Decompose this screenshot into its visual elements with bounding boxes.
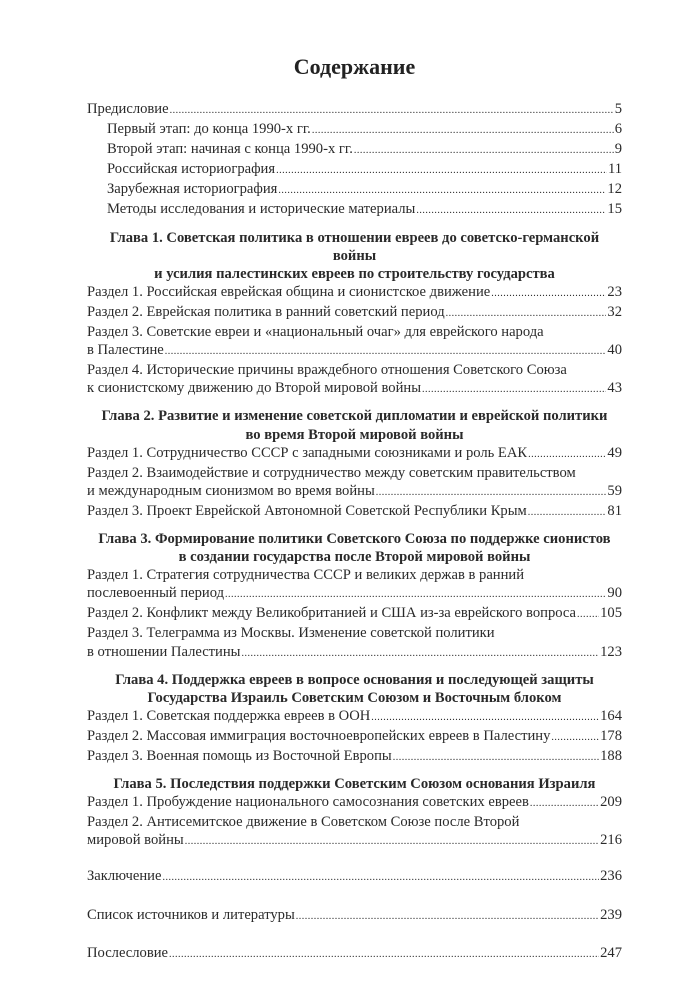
chapter-heading xyxy=(87,530,622,566)
entry-title: Раздел 1. Сотрудничество СССР с западными союзниками и роль ЕАК xyxy=(87,444,528,461)
section-title-line: Раздел 3. Телеграмма из Москвы. Изменение советской политики xyxy=(87,625,495,642)
chapter-heading-line: во время Второй мировой войны xyxy=(245,426,464,443)
toc-subentry xyxy=(87,200,622,220)
entry-title: к сионистскому движению до Второй мировой войны xyxy=(87,380,422,397)
toc-section-entry xyxy=(87,379,622,399)
toc-subentry xyxy=(87,160,622,180)
dot-leader xyxy=(225,584,606,604)
dot-leader xyxy=(551,727,599,747)
chapter-heading xyxy=(87,229,622,283)
toc-subentry xyxy=(87,140,622,160)
chapter-heading-line: и усилия палестинских евреев по строительству государства xyxy=(154,265,555,282)
table-of-contents xyxy=(87,52,622,964)
dot-leader xyxy=(276,160,607,180)
entry-title: Раздел 1. Российская еврейская община и сионистское движение xyxy=(87,283,491,300)
dot-leader xyxy=(169,944,599,964)
page-number: 59 xyxy=(607,482,622,499)
page-number: 81 xyxy=(607,502,622,519)
chapter-heading-line: Глава 3. Формирование политики Советского Союза по поддержке сионистов xyxy=(98,530,611,547)
page-number: 5 xyxy=(614,101,622,117)
dot-leader xyxy=(528,444,606,464)
dot-leader xyxy=(530,793,599,813)
page-number: 188 xyxy=(600,748,622,764)
section-title-line: Раздел 1. Стратегия сотрудничества СССР и великих держав в ранний xyxy=(87,567,525,584)
toc-subentry xyxy=(87,120,622,140)
dot-leader xyxy=(528,502,607,522)
chapter-heading-line: Глава 5. Последствия поддержки Советским Союзом основания Израиля xyxy=(113,776,596,793)
page-number: 9 xyxy=(614,141,622,158)
page-number: 247 xyxy=(600,944,622,961)
page-number: 164 xyxy=(600,707,622,724)
toc-body xyxy=(87,100,622,964)
entry-title: Список источников и литературы xyxy=(87,906,295,923)
page-number: 239 xyxy=(600,906,622,923)
back-matter-item xyxy=(87,944,622,964)
entry-title: Раздел 2. Конфликт между Великобританией и США из-за еврейского вопроса xyxy=(87,605,577,622)
toc-section-entry xyxy=(87,707,622,727)
dot-leader xyxy=(354,140,614,160)
entry-title: послевоенный период xyxy=(87,585,225,602)
entry-title: в Палестине xyxy=(87,342,164,359)
toc-section-entry xyxy=(87,341,622,361)
entry-title: мировой войны xyxy=(87,832,184,849)
page-number: 49 xyxy=(607,444,622,461)
dot-leader xyxy=(162,867,599,887)
page-number: 105 xyxy=(600,605,622,622)
back-matter-item xyxy=(87,867,622,887)
page-title: Содержание xyxy=(293,54,416,79)
entry-title: Послесловие xyxy=(87,944,169,961)
back-matter-item xyxy=(87,906,622,926)
entry-title: Предисловие xyxy=(87,101,169,117)
section-title-line: Раздел 3. Советские евреи и «национальный очаг» для еврейского народа xyxy=(87,324,544,341)
toc-entry-back xyxy=(87,867,622,887)
toc-section-entry xyxy=(87,643,622,663)
entry-title: Раздел 3. Военная помощь из Восточной Европы xyxy=(87,748,392,764)
dot-leader xyxy=(376,482,607,502)
section-title-line: Раздел 2. Антисемитское движение в Советском Союзе после Второй xyxy=(87,814,520,831)
chapter-heading xyxy=(87,775,622,793)
dot-leader xyxy=(312,120,614,140)
page-number: 6 xyxy=(614,121,622,138)
page-number: 11 xyxy=(607,161,622,178)
entry-title: Российская историография xyxy=(107,161,276,178)
dot-leader xyxy=(577,604,599,624)
toc-section-entry xyxy=(87,584,622,604)
toc-section-entry xyxy=(87,303,622,323)
page-number: 12 xyxy=(607,181,622,198)
dot-leader xyxy=(278,180,606,200)
dot-leader xyxy=(170,100,614,120)
toc-section-entry xyxy=(87,482,622,502)
dot-leader xyxy=(185,831,599,851)
toc-section-entry xyxy=(87,604,622,624)
page-number: 15 xyxy=(607,201,622,218)
dot-leader xyxy=(165,341,607,361)
page-number: 216 xyxy=(600,832,622,849)
chapter-heading xyxy=(87,671,622,707)
toc-section-entry xyxy=(87,727,622,747)
chapter-heading-line: в создании государства после Второй мировой войны xyxy=(178,549,531,566)
page-number: 90 xyxy=(607,585,622,602)
toc-entry-preface xyxy=(87,100,622,120)
entry-title: Первый этап: до конца 1990-х гг. xyxy=(107,121,311,138)
entry-title: Раздел 1. Пробуждение национального самосознания советских евреев xyxy=(87,794,529,811)
toc-section-entry xyxy=(87,502,622,522)
page-number: 23 xyxy=(607,283,622,300)
chapter-heading-line: Глава 1. Советская политика в отношении евреев до советско-германской войны xyxy=(109,229,600,264)
dot-leader xyxy=(491,283,606,303)
entry-title: Раздел 2. Массовая иммиграция восточноевропейских евреев в Палестину xyxy=(87,727,551,744)
entry-title: Заключение xyxy=(87,868,162,885)
entry-title: Второй этап: начиная с конца 1990-х гг. xyxy=(107,141,353,158)
chapter-heading-line: Глава 4. Поддержка евреев в вопросе основания и последующей защиты xyxy=(115,671,594,688)
toc-entry-back xyxy=(87,944,622,964)
entry-title: Раздел 3. Проект Еврейской Автономной Советской Республики Крым xyxy=(87,502,527,519)
toc-section-entry xyxy=(87,793,622,813)
page-number: 209 xyxy=(600,794,622,811)
entry-title: Зарубежная историография xyxy=(107,181,278,198)
section-title-line: Раздел 2. Взаимодействие и сотрудничество между советским правительством xyxy=(87,464,576,481)
entry-title: в отношении Палестины xyxy=(87,643,241,660)
entry-title: Методы исследования и исторические материалы xyxy=(107,201,416,218)
toc-entry-back xyxy=(87,906,622,926)
dot-leader xyxy=(371,707,599,727)
section-title-line: Раздел 4. Исторические причины враждебного отношения Советского Союза xyxy=(87,362,567,379)
dot-leader xyxy=(296,906,599,926)
page-number: 236 xyxy=(600,868,622,885)
dot-leader xyxy=(446,303,607,323)
chapter-heading-line: Глава 2. Развитие и изменение советской дипломатии и еврейской политики xyxy=(101,408,608,425)
entry-title: Раздел 2. Еврейская политика в ранний советский период xyxy=(87,303,445,320)
dot-leader xyxy=(393,747,599,767)
page-number: 123 xyxy=(600,643,622,660)
dot-leader xyxy=(416,200,606,220)
toc-section-entry xyxy=(87,283,622,303)
page-number: 178 xyxy=(600,727,622,744)
toc-section-entry xyxy=(87,444,622,464)
toc-section-entry xyxy=(87,747,622,767)
page-number: 32 xyxy=(607,303,622,320)
entry-title: Раздел 1. Советская поддержка евреев в ООН xyxy=(87,707,371,724)
page-number: 40 xyxy=(607,342,622,359)
toc-subentry xyxy=(87,180,622,200)
dot-leader xyxy=(422,379,606,399)
chapter-heading xyxy=(87,407,622,443)
entry-title: и международным сионизмом во время войны xyxy=(87,482,375,499)
chapter-heading-line: Государства Израиль Советским Союзом и Восточным блоком xyxy=(147,689,562,706)
toc-section-entry xyxy=(87,831,622,851)
dot-leader xyxy=(241,643,599,663)
page-number: 43 xyxy=(607,380,622,397)
